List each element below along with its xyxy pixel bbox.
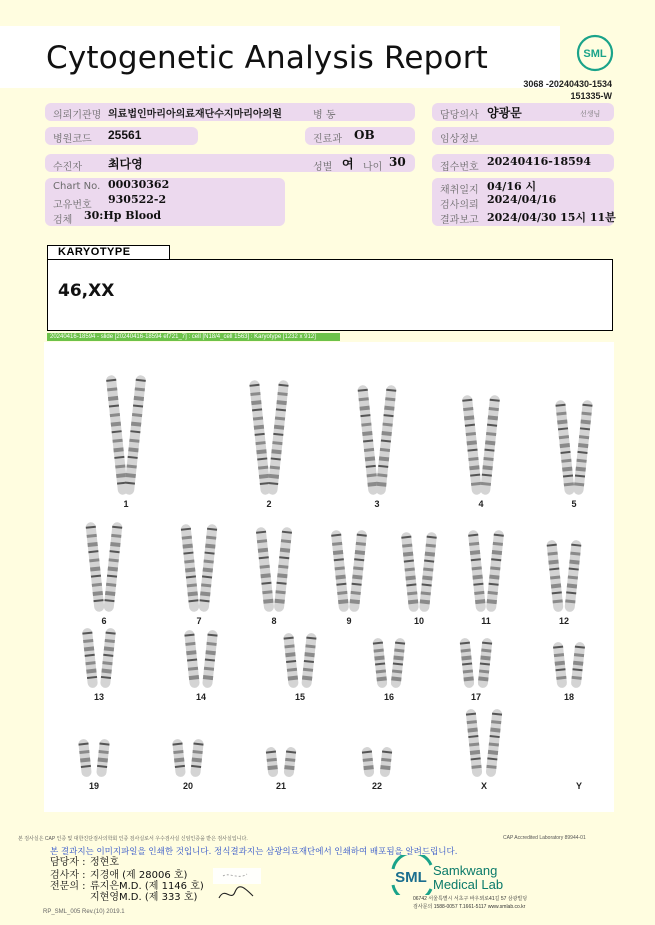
chromosome-pair-19: [78, 739, 110, 778]
chromosome-pair-16: [372, 638, 405, 689]
chromosome-pair-17: [459, 638, 492, 689]
chromosome-pair-1: [106, 375, 146, 495]
manager-label: 담당자 :: [50, 857, 86, 868]
specialist-1: 류지은M.D. (제 1146 호): [90, 881, 204, 892]
doctor-suffix: 선생님: [580, 110, 601, 118]
reception-no-value: 20240416-18594: [487, 155, 592, 168]
chromosome-label-8: 8: [271, 616, 277, 626]
chromosome-label-21: 21: [275, 781, 287, 791]
reported-value: 2024/04/30 15시 11분: [487, 211, 616, 224]
chromosome-pair-21: [265, 747, 296, 778]
lab-address-line: 06742 서울특별시 서초구 바우뫼로41길 57 삼광빌딩: [413, 896, 528, 902]
tester-label: 검사자 :: [50, 870, 86, 881]
chromosome-label-Y: Y: [575, 781, 583, 791]
chromosome-pair-22: [361, 747, 392, 778]
age-value: 30: [389, 155, 406, 169]
chromosome-label-1: 1: [123, 499, 129, 509]
chromosome-pair-8: [256, 527, 293, 613]
chromosome-13-a: [82, 628, 98, 689]
chromosome-pair-6: [85, 522, 122, 613]
tester-name: 지경애 (제 28006 호): [90, 870, 188, 881]
chromosome-label-20: 20: [182, 781, 194, 791]
accreditation-note: 본 검사실은 CAP 인증 및 대한진단검사의학회 인증 검사실로서 우수검사실 신임인증을 받은 검사실입니다.: [18, 836, 248, 842]
karyotype-result: 46,XX: [58, 281, 115, 301]
hospital-code-label: 병원코드: [53, 134, 92, 145]
sex-value: 여: [342, 157, 354, 171]
reported-label: 결과보고: [440, 215, 479, 226]
unique-no-value: 930522-2: [108, 193, 167, 206]
patient-pill: [45, 154, 415, 172]
cap-accreditation: CAP Accredited Laboratory 89944-01: [503, 835, 586, 841]
doctor-value: 양광문: [487, 106, 522, 120]
collected-value: 04/16 시: [487, 180, 537, 193]
reception-no-label: 접수번호: [440, 162, 479, 173]
collected-label: 채취일지: [440, 185, 479, 196]
chromosome-label-11: 11: [481, 616, 491, 626]
lab-address: [413, 895, 527, 911]
chromosome-label-9: 9: [346, 616, 352, 626]
karyogram-caption: 20240416-18594 - slide [20240416-18594 ef721_7] : cell [N18/4_cell 1563] : Karyotype [1232 x 912]: [47, 333, 340, 341]
logo-text: SML: [583, 48, 607, 60]
chromosome-label-13: 13: [93, 692, 105, 702]
chromosome-label-19: 19: [88, 781, 100, 791]
institution-value: 의료법인마리아의료재단수지마리아의원: [108, 109, 282, 120]
chromosome-label-16: 16: [383, 692, 395, 702]
chromosome-label-X: X: [480, 781, 488, 791]
lab-name-line-2: Medical Lab: [433, 877, 504, 892]
chromosome-pair-14: [184, 630, 218, 689]
specimen-label: 검체: [53, 215, 73, 226]
karyotype-result-box: [47, 259, 613, 331]
form-revision: RP_SML_005 Rev.(10) 2019.1: [43, 909, 125, 915]
chromosome-pair-4: [462, 395, 500, 495]
clinical-info-label: 임상정보: [440, 134, 479, 145]
manager-name: 정현호: [90, 857, 119, 868]
karyogram-image: [44, 342, 614, 812]
chromosome-label-4: 4: [478, 499, 484, 509]
chromosome-pair-9: [331, 530, 368, 613]
doctor-label: 담당의사: [440, 110, 479, 121]
patient-name-value: 최다영: [108, 157, 143, 171]
signature-icon: [205, 866, 265, 906]
specimen-value: 30:Hp Blood: [84, 209, 162, 222]
chromosome-pair-10: [401, 532, 437, 613]
lab-contact-line: 검사문의 1588-0057 T.1661-5117 www.smlab.co.kr: [413, 904, 526, 910]
print-notice: 본 결과지는 이미지파일을 인쇄한 것입니다. 정식결과지는 삼광의료재단에서 인쇄하여 배포됨을 알려드립니다.: [50, 847, 458, 857]
chromosome-pair-20: [172, 739, 204, 778]
chromosome-pair-5: [555, 400, 593, 496]
age-label: 나이: [363, 162, 383, 173]
lab-logo-text: SML: [395, 869, 427, 886]
patient-name-label: 수진자: [53, 162, 82, 173]
chromosome-label-12: 12: [558, 616, 570, 626]
chromosome-label-10: 10: [413, 616, 425, 626]
chromosome-pair-3: [357, 385, 396, 495]
karyotype-tab: [47, 245, 170, 260]
chromosome-label-18: 18: [563, 692, 575, 702]
department-value: OB: [354, 128, 375, 142]
report-title: Cytogenetic Analysis Report: [46, 40, 488, 76]
chromosome-pair-11: [468, 530, 505, 613]
chromosome-label-15: 15: [294, 692, 306, 702]
chromosome-label-5: 5: [571, 499, 577, 509]
chromosome-label-14: 14: [195, 692, 207, 702]
chromosome-13-b: [100, 628, 116, 689]
chromosome-label-7: 7: [196, 616, 202, 626]
chromosome-label-6: 6: [101, 616, 107, 626]
chromosome-label-17: 17: [470, 692, 482, 702]
specialist-2: 지현영M.D. (제 333 호): [90, 892, 198, 903]
hospital-code-value: 25561: [108, 128, 142, 142]
lab-name: [433, 864, 503, 892]
ref-line-1: 3068 -20240430-1534: [523, 79, 612, 89]
requested-value: 2024/04/16: [487, 193, 557, 206]
karyotype-tab-label: KARYOTYPE: [58, 246, 131, 258]
chromosome-pair-15: [283, 633, 317, 689]
chromosome-pair-7: [180, 524, 217, 613]
chart-no-value: 00030362: [108, 178, 170, 191]
department-label: 진료과: [313, 134, 342, 145]
karyogram-drawing: [44, 342, 614, 812]
requested-label: 검사의뢰: [440, 200, 479, 211]
ref-line-2: 151335-W: [570, 91, 612, 101]
institution-label: 의뢰기관명: [53, 110, 102, 121]
lab-name-line-1: Samkwang: [433, 863, 498, 878]
ward-label: 병 동: [313, 110, 336, 121]
sml-logo-icon: [575, 33, 615, 73]
chromosome-pair-18: [553, 642, 586, 689]
specialist-label: 전문의 :: [50, 881, 86, 892]
chromosome-pair-2: [249, 380, 289, 495]
chromosome-label-2: 2: [266, 499, 272, 509]
sex-label: 성별: [313, 162, 333, 173]
chromosome-pair-X: [465, 709, 502, 778]
chart-no-label: Chart No.: [53, 181, 101, 192]
chromosome-pair-13: [82, 628, 116, 689]
chromosome-label-22: 22: [371, 781, 383, 791]
unique-no-label: 고유번호: [53, 200, 92, 211]
chromosome-label-3: 3: [374, 499, 380, 509]
chromosome-pair-12: [546, 540, 581, 613]
report-reference: [500, 78, 612, 102]
